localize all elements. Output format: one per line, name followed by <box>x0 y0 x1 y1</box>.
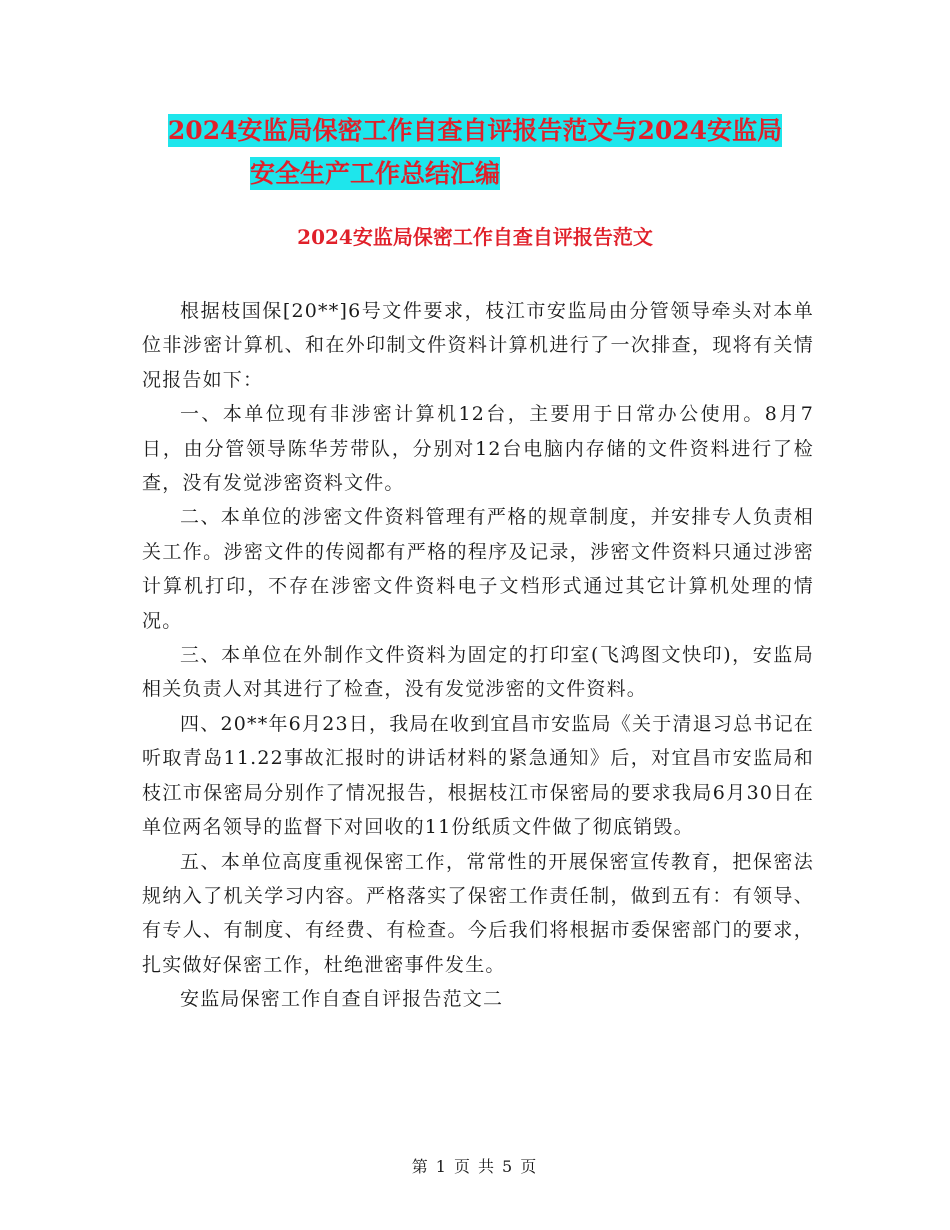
paragraph-item-3: 三、本单位在外制作文件资料为固定的打印室(飞鸿图文快印)，安监局相关负责人对其进行了检查，没有发觉涉密的文件资料。 <box>142 644 814 701</box>
paragraph-item-5: 五、本单位高度重视保密工作，常常性的开展保密宣传教育，把保密法规纳入了机关学习内容。严格落实了保密工作责任制，做到五有：有领导、有专人、有制度、有经费、有检查。今后我们将根据市委保密部门的要求，扎实做好保密工作，杜绝泄密事件发生。 <box>142 850 814 976</box>
footer-total-unit: 页 <box>520 1157 539 1176</box>
document-title-text-1: 2024安监局保密工作自查自评报告范文与2024安监局 <box>167 116 783 145</box>
footer-total-pages: 5 <box>502 1157 515 1176</box>
footer-page-number: 1 <box>435 1157 448 1176</box>
footer-total-prefix: 共 <box>478 1157 497 1176</box>
section-heading: 2024安监局保密工作自查自评报告范文 <box>297 225 653 249</box>
paragraph-intro: 根据枝国保[20**]6号文件要求，枝江市安监局由分管领导牵头对本单位非涉密计算机、和在外印制文件资料计算机进行了一次排查，现将有关情况报告如下： <box>142 300 814 391</box>
paragraph-item-1: 一、本单位现有非涉密计算机12台，主要用于日常办公使用。8月7日，由分管领导陈华芳带队，分别对12台电脑内存储的文件资料进行了检查，没有发觉涉密资料文件。 <box>142 403 814 495</box>
paragraph-item-2: 二、本单位的涉密文件资料管理有严格的规章制度，并安排专人负责相关工作。涉密文件的传阅都有严格的程序及记录，涉密文件资料只通过涉密计算机打印，不存在涉密文件资料电子文档形式通过其它计算机处理的情况。 <box>142 506 814 632</box>
footer-page-prefix: 第 <box>411 1157 430 1176</box>
document-title-text-2: 安全生产工作总结汇编 <box>249 159 500 188</box>
document-body <box>142 294 814 1017</box>
footer-page-unit: 页 <box>453 1157 472 1176</box>
page-footer <box>0 1154 950 1177</box>
paragraph-item-4: 四、20**年6月23日，我局在收到宜昌市安监局《关于清退习总书记在听取青岛11.22事故汇报时的讲话材料的紧急通知》后，对宜昌市安监局和枝江市保密局分别作了情况报告，根据枝江市保密局的要求我局6月30日在单位两名领导的监督下对回收的11份纸质文件做了彻底销毁。 <box>142 712 814 839</box>
document-title-line-2 <box>125 155 625 193</box>
document-title-line-1 <box>125 112 825 150</box>
paragraph-subheading: 安监局保密工作自查自评报告范文二 <box>180 988 504 1011</box>
